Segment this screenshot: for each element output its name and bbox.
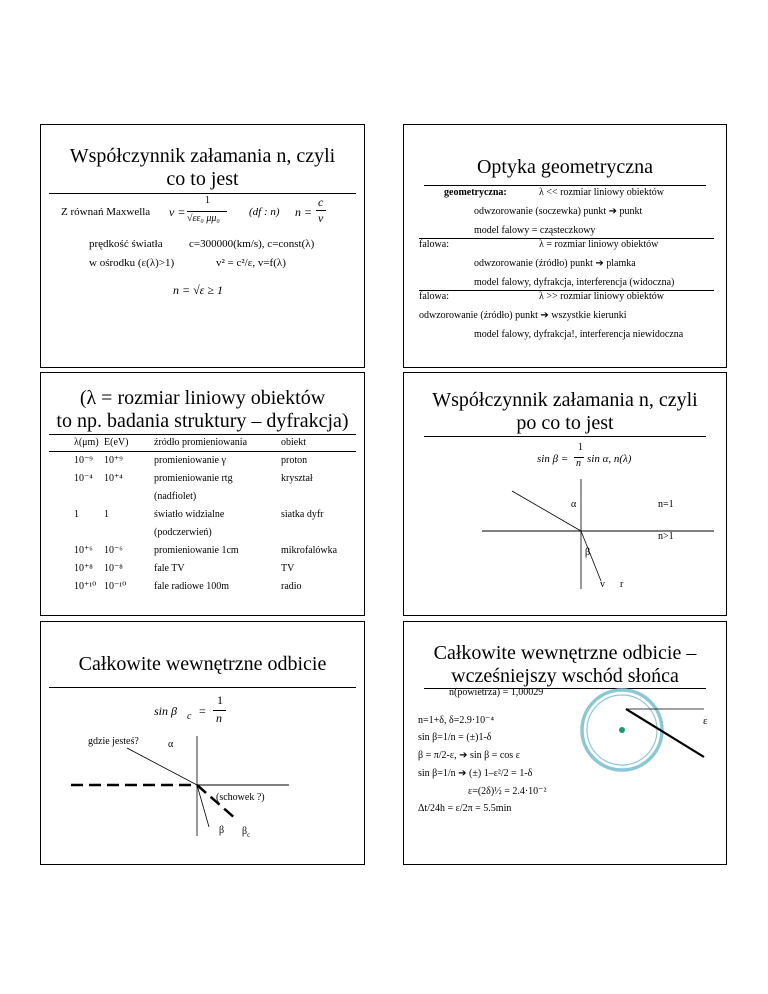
row-all-directions: odwzorowanie (źródło) punkt ➔ wszystkie kierunki [419,310,627,321]
earth-diagram [404,622,728,866]
epsilon-label: ε [703,715,708,727]
fraction-bar [187,211,227,212]
row-model2: model falowy, dyfrakcja, interferencja (widoczna) [474,277,675,288]
slide-total-internal-reflection [40,621,365,865]
eq-v-den: v [318,211,324,225]
calc-line-5: ε=(2δ)½ = 2.4·10⁻² [468,786,547,797]
row-geometric-text: λ << rozmiar liniowy obiektów [539,187,664,198]
row-wave2-text: λ >> rozmiar liniowy obiektów [539,291,664,302]
slide-title-line2: co to jest [166,168,239,190]
maxwell-label: Z równań Maxwella [61,206,151,218]
medium-value: v² = c²/ε, v=f(λ) [216,257,286,269]
slide-title-line1: Całkowite wewnętrzne odbicie – [433,642,697,664]
slide-wavelength-table: (λ = rozmiar liniowy obiektów to np. badania struktury – dyfrakcja) λ(μm) E(eV) źródło promieniowania obiekt 10⁻⁹ 10⁺⁹ promieniowanie γ proton 10⁻⁴ 10⁺⁴ promieniowanie rtg kryształ (nadfiolet) 1 1 światło widzialne siatka dyfr (podczerwień) 10⁺⁶ 10⁻⁶ promieniowanie 1cm mikrofalówka 10⁺⁸ 10⁻⁸ fale TV TV 10⁺¹⁰ 10⁻¹⁰ fale radiowe 100m radio [40,372,365,616]
slide-title-line2: to np. badania struktury – dyfrakcja) [56,410,349,432]
incident-ray [512,491,581,531]
slide-title-line1: Współczynnik załamania n, czyli [432,389,698,411]
slide-title: Całkowite wewnętrzne odbicie [78,653,327,675]
critical-eq-den: n [216,711,222,725]
eq-numerator: 1 [205,195,210,206]
eq-denominator: √εε₀ μμ₀ [187,213,220,224]
medium-n-greater-label: n>1 [658,531,674,542]
bent-ray [626,709,704,757]
title-divider [49,434,356,435]
row-model1: model falowy = cząsteczkowy [474,225,596,236]
calc-line-3: β = π/2-ε, ➔ sin β = cos ε [418,750,520,761]
slide-title-line2: po co to jest [516,412,614,434]
slide-title-line2: wcześniejszy wschód słońca [451,665,679,687]
incident-ray [127,748,197,785]
air-index: n(powietrza) = 1,00029 [449,687,544,698]
slide-geometric-optics [403,124,727,368]
critical-eq-equals: = [199,704,206,718]
snell-left: sin β = [537,453,569,465]
slide-early-sunrise [403,621,727,865]
beta-label: β [219,825,225,836]
snell-right: sin α, n(λ) [587,453,632,465]
critical-eq-num: 1 [217,693,223,707]
header-object: obiekt [281,437,306,448]
speed-value: c=300000(km/s), c=const(λ) [189,238,315,250]
row-wave2-label: falowa: [419,291,449,302]
n-formula: n = √ε ≥ 1 [173,283,223,297]
refraction-diagram [404,373,728,617]
snell-num: 1 [578,442,583,453]
slide-refraction-purpose [403,372,727,616]
hide-label: (schowek ?) [216,792,265,803]
slide-title: Optyka geometryczna [476,156,654,178]
speed-label: prędkość światła [89,238,163,250]
calc-line-2: sin β=1/n = (±)1-δ [418,732,492,743]
medium-label: w ośrodku (ε(λ)>1) [89,257,175,269]
eq-c: c [318,195,324,209]
slide-title-line1: (λ = rozmiar liniowy obiektów [79,387,326,409]
beta-label: β [585,547,591,558]
slide-refraction-index-intro [40,124,365,368]
calc-line-6: Δt/24h = ε/2π = 5.5min [418,803,512,814]
row-lens: odwzorowanie (soczewka) punkt ➔ punkt [474,206,643,217]
row-spot: odwzorowanie (źródło) punkt ➔ plamka [474,258,636,269]
calc-line-1: n=1+δ, δ=2.9·10⁻⁴ [418,715,494,726]
slide-title-line1: Współczynnik załamania n, czyli [69,145,336,167]
title-divider [49,193,356,194]
critical-eq-sub: c [187,711,192,722]
observer-dot [619,727,625,733]
row-model3: model falowy, dyfrakcja!, interferencja niewidoczna [474,329,684,340]
refracted-ray [581,531,601,581]
eq-n: n = [295,205,313,219]
header-source: źródło promieniowania [154,437,248,448]
row-wave1-text: λ = rozmiar liniowy obiektów [539,239,659,250]
v-label: v [600,579,605,590]
snell-den: n [576,458,581,469]
eq-df: (df : n) [249,206,280,218]
calc-line-4: sin β=1/n ➔ (±) 1–ε²/2 = 1-δ [418,768,533,779]
beta-c-label: $\beta_c$ [242,826,251,839]
alpha-label: α [571,499,577,510]
r-label: r [620,579,624,590]
critical-eq-left: sin β [154,704,177,718]
eq-v: v = [169,205,186,219]
row-wave1-label: falowa: [419,239,449,250]
title-divider [424,185,706,186]
header-divider [49,451,356,452]
header-energy: E(eV) [104,437,129,448]
header-lambda: λ(μm) [74,437,99,448]
where-label: gdzie jesteś? [88,736,139,747]
row-geometric-label: geometryczna: [444,187,507,198]
medium-n1-label: n=1 [658,499,674,510]
alpha-label: α [168,739,174,750]
